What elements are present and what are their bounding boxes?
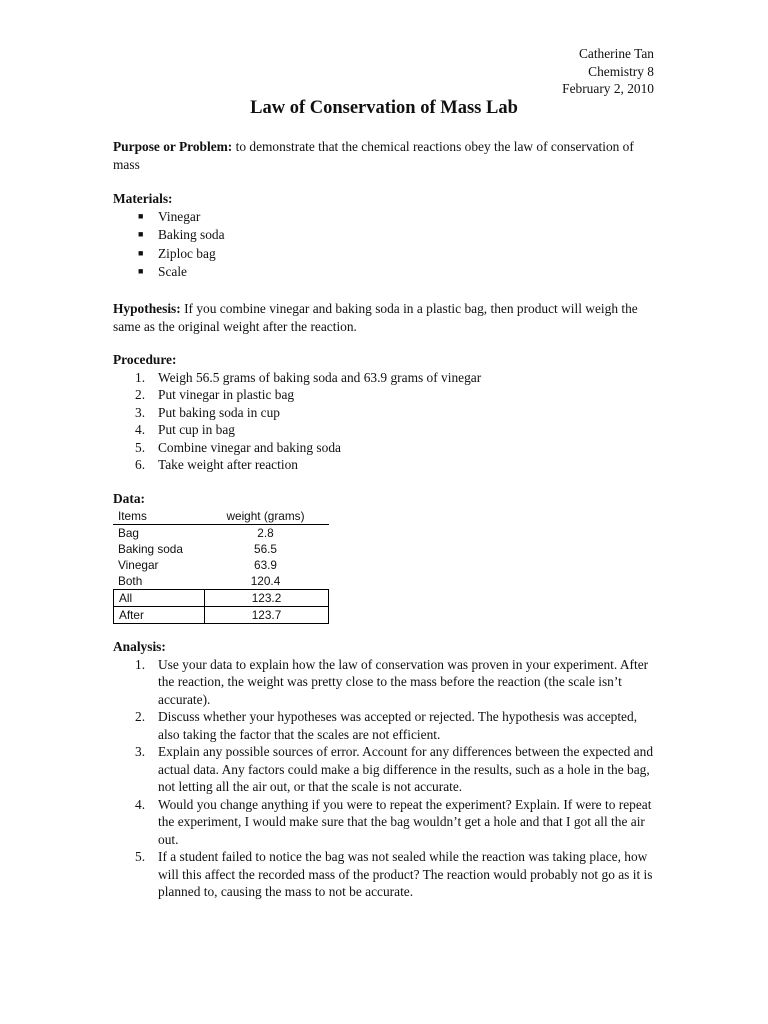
table-row: After 123.7 <box>113 606 329 624</box>
purpose-text: to demonstrate that the chemical reactions obey the law of conservation of mass <box>113 139 634 172</box>
procedure-list <box>113 369 658 474</box>
column-header: weight (grams) <box>226 509 305 523</box>
list-item: 3. Explain any possible sources of error. Account for any differences between the expected and actual data. Any factors could make a big difference in the results, such as a hole in the bag, not letting all the air out, or that the scale is not accurate. <box>135 744 654 794</box>
table-row: Both 120.4 <box>118 574 281 588</box>
hypothesis-text: If you combine vinegar and baking soda in a plastic bag, then product will weigh the same as the original weight after the reaction. <box>113 301 638 334</box>
analysis-list <box>113 656 658 901</box>
list-item: 4. Put cup in bag <box>135 422 235 437</box>
purpose-label: Purpose or Problem: <box>113 139 233 154</box>
table-row: Vinegar 63.9 <box>118 558 277 572</box>
list-item: 5. If a student failed to notice the bag was not sealed while the reaction was taking place, how will this affect the recorded mass of the product? The reaction would probably not go as it is planned to, causing the mass to not be accurate. <box>135 849 653 899</box>
table-row: Baking soda 56.5 <box>118 542 277 556</box>
list-item: 6. Take weight after reaction <box>135 457 298 472</box>
data-label: Data: <box>113 491 145 506</box>
data-section <box>113 490 658 508</box>
square-bullet-icon: ■ <box>138 229 144 239</box>
list-item: 1. Use your data to explain how the law of conservation was proven in your experiment. After the reaction, the weight was pretty close to the mass before the reaction (the scale isn’t accurate). <box>135 656 649 707</box>
analysis-label: Analysis: <box>113 639 166 654</box>
list-item: 4. Would you change anything if you were to repeat the experiment? Explain. If were to repeat the experiment, I would make sure that the bag wouldn’t get a hole and that I got all the air out. <box>135 796 652 847</box>
list-item: 2. Discuss whether your hypotheses was accepted or rejected. The hypothesis was accepted, also taking the factor that the scales are not efficient. <box>135 709 638 742</box>
hypothesis-section <box>113 300 658 335</box>
analysis-section <box>113 638 658 901</box>
list-item: 5. Combine vinegar and baking soda <box>135 439 341 455</box>
list-item: ■ Vinegar <box>138 208 201 224</box>
class-name: Chemistry 8 <box>588 63 654 79</box>
table-header-row <box>113 508 329 525</box>
column-header: Items <box>118 509 147 523</box>
materials-section <box>113 190 658 282</box>
document-title: Law of Conservation of Mass Lab <box>250 98 518 118</box>
procedure-section <box>113 351 658 474</box>
header-block <box>562 45 654 98</box>
square-bullet-icon: ■ <box>138 266 144 276</box>
list-item: 3. Put baking soda in cup <box>135 404 280 420</box>
list-item: ■ Scale <box>138 264 187 279</box>
square-bullet-icon: ■ <box>138 247 144 258</box>
hypothesis-label: Hypothesis: <box>113 301 181 316</box>
list-item: ■ Ziploc bag <box>138 245 216 261</box>
author-name: Catherine Tan <box>578 46 654 61</box>
table-row: Bag 2.8 <box>118 526 274 540</box>
purpose-section <box>113 138 658 173</box>
data-table <box>113 508 329 624</box>
list-item: ■ Baking soda <box>138 227 225 242</box>
list-item: 1. Weigh 56.5 grams of baking soda and 63.9 grams of vinegar <box>135 369 482 385</box>
square-bullet-icon: ■ <box>138 210 144 221</box>
list-item: 2. Put vinegar in plastic bag <box>135 387 295 402</box>
materials-label: Materials: <box>113 191 173 206</box>
materials-list <box>113 208 658 282</box>
table-row: All 123.2 <box>113 589 329 606</box>
report-date: February 2, 2010 <box>562 81 654 96</box>
procedure-label: Procedure: <box>113 352 177 367</box>
